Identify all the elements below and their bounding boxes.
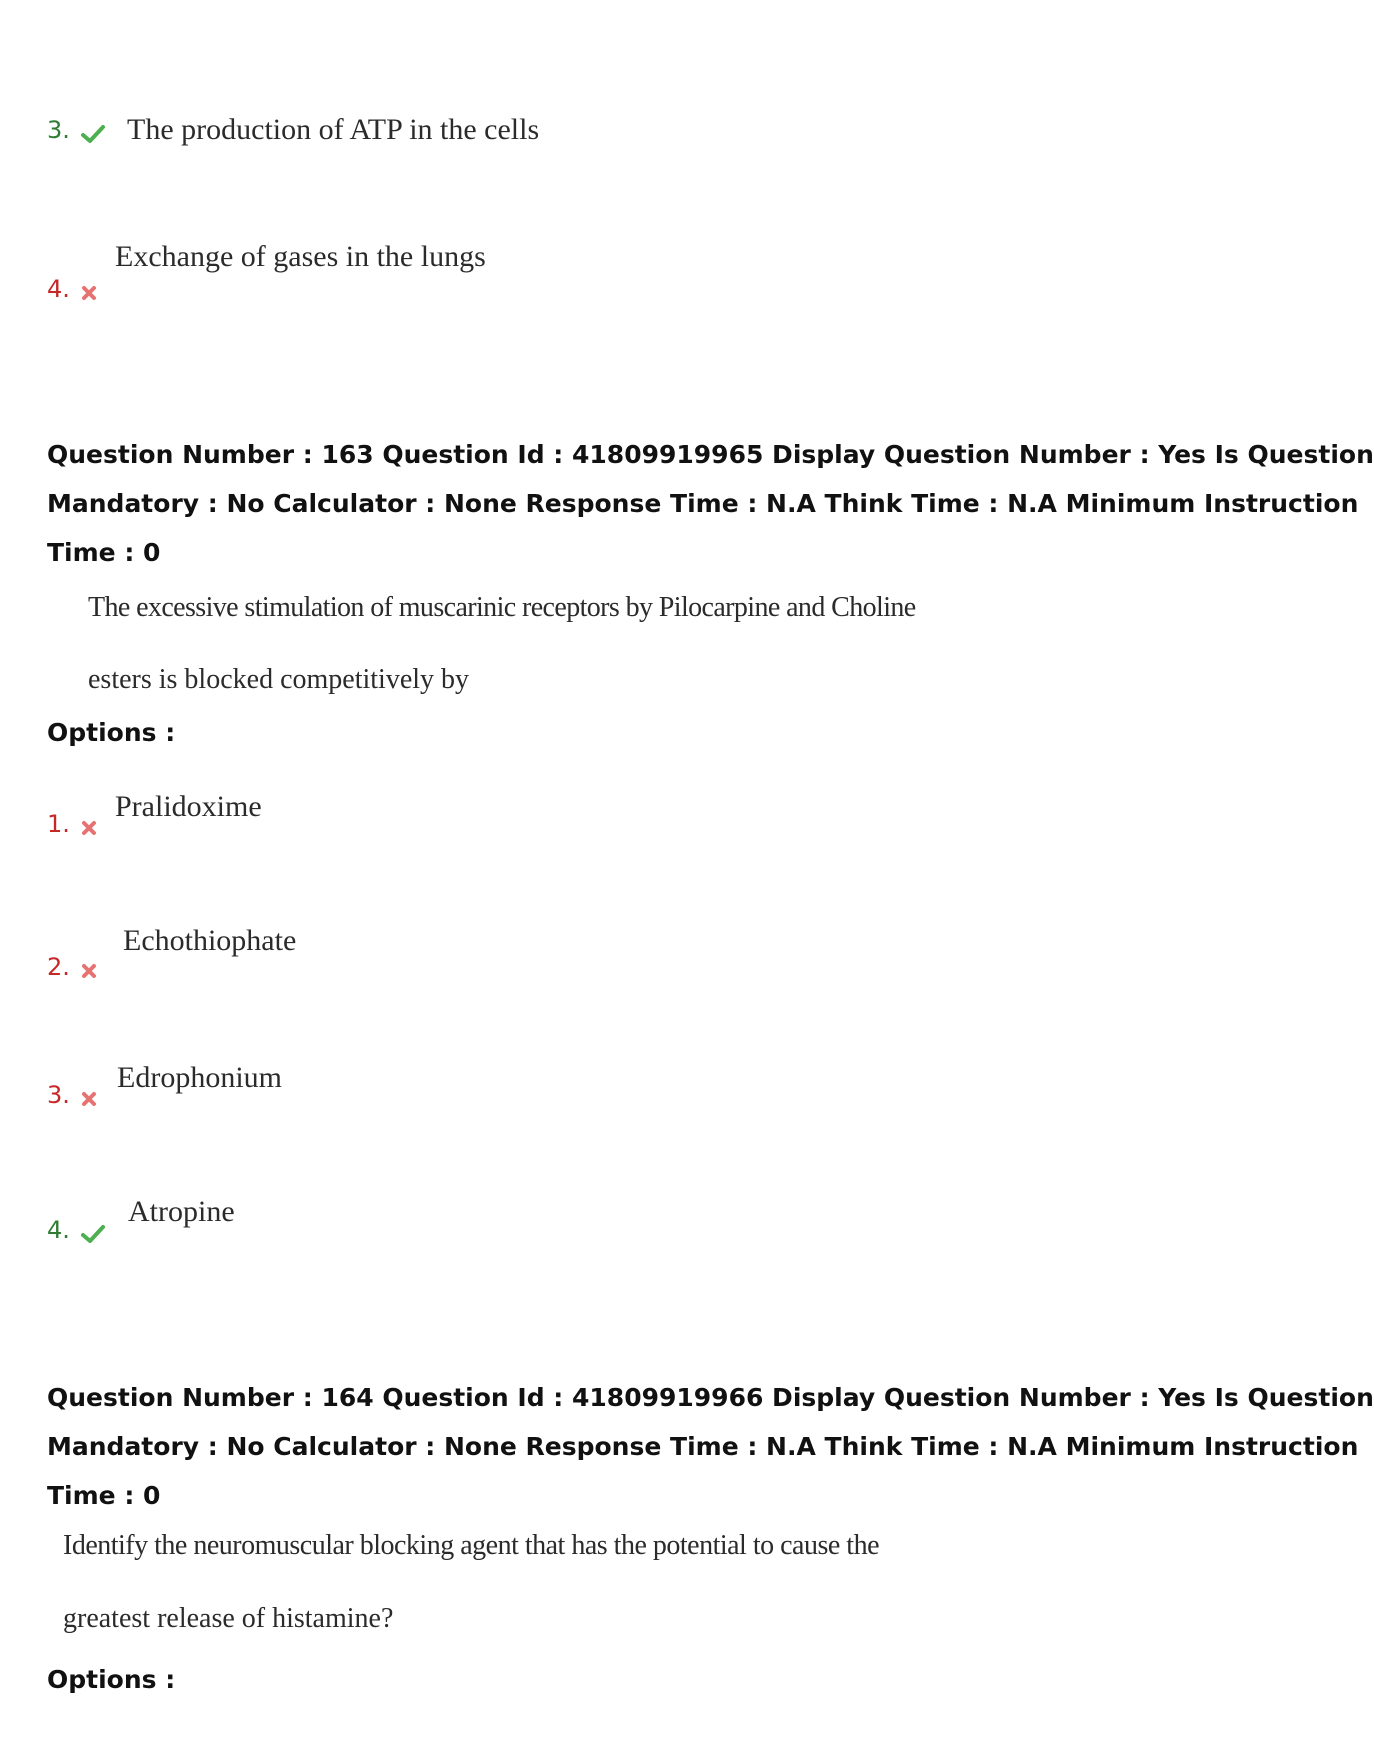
meta-line: Time : 0 bbox=[47, 538, 161, 567]
q163-option-4 bbox=[47, 1218, 105, 1244]
question-163-text-line-2: esters is blocked competitively by bbox=[88, 664, 470, 695]
q163-option-3-text: Edrophonium bbox=[117, 1061, 282, 1094]
prev-option-3 bbox=[47, 118, 105, 144]
question-163-text-line-1: The excessive stimulation of muscarinic receptors by Pilocarpine and Choline bbox=[88, 592, 916, 623]
meta-line: Question Number : 163 Question Id : 41809919965 Display Question Number : Yes Is Question bbox=[47, 440, 1374, 469]
question-163-meta bbox=[47, 430, 1374, 577]
q163-option-2-text: Echothiophate bbox=[123, 924, 297, 957]
cross-icon bbox=[81, 285, 97, 301]
check-icon bbox=[81, 1224, 105, 1244]
q163-option-2 bbox=[47, 955, 97, 979]
question-164-text-line-2: greatest release of histamine? bbox=[63, 1603, 394, 1634]
option-number: 1. bbox=[47, 810, 70, 838]
option-number: 4. bbox=[47, 275, 70, 303]
options-label: Options : bbox=[47, 1665, 176, 1694]
prev-option-4 bbox=[47, 277, 97, 301]
option-number: 3. bbox=[47, 1081, 70, 1109]
meta-line: Mandatory : No Calculator : None Response Time : N.A Think Time : N.A Minimum Instruction bbox=[47, 489, 1359, 518]
option-number: 4. bbox=[47, 1216, 70, 1244]
meta-line: Mandatory : No Calculator : None Response Time : N.A Think Time : N.A Minimum Instruction bbox=[47, 1432, 1359, 1461]
cross-icon bbox=[81, 820, 97, 836]
cross-icon bbox=[81, 1091, 97, 1107]
meta-line: Question Number : 164 Question Id : 41809919966 Display Question Number : Yes Is Question bbox=[47, 1383, 1374, 1412]
option-number: 3. bbox=[47, 116, 70, 144]
question-164-meta bbox=[47, 1373, 1374, 1520]
cross-icon bbox=[81, 963, 97, 979]
q163-option-1 bbox=[47, 812, 97, 836]
q163-option-1-text: Pralidoxime bbox=[115, 790, 262, 823]
option-number: 2. bbox=[47, 953, 70, 981]
q163-option-4-text: Atropine bbox=[128, 1195, 235, 1228]
prev-option-3-text: The production of ATP in the cells bbox=[127, 113, 540, 146]
meta-line: Time : 0 bbox=[47, 1481, 161, 1510]
q163-option-3 bbox=[47, 1083, 97, 1107]
prev-option-4-text: Exchange of gases in the lungs bbox=[115, 240, 486, 273]
options-label: Options : bbox=[47, 718, 176, 747]
check-icon bbox=[81, 124, 105, 144]
question-164-text-line-1: Identify the neuromuscular blocking agent that has the potential to cause the bbox=[63, 1530, 880, 1561]
